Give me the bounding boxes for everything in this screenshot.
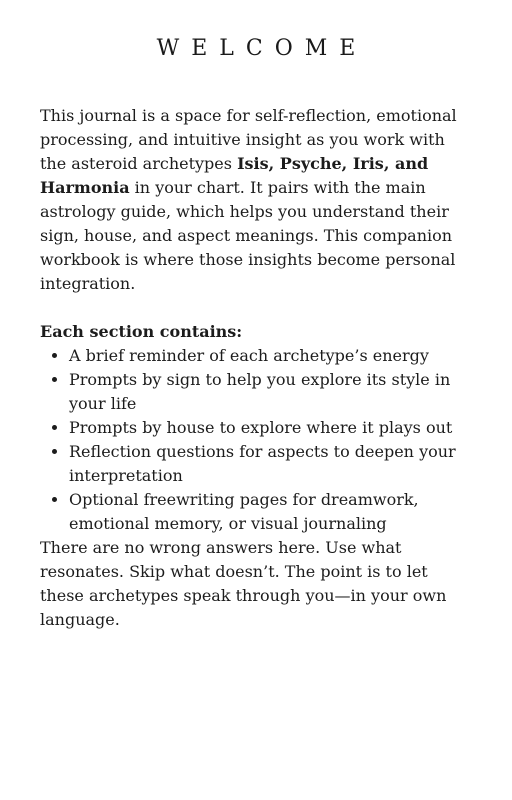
asteroid-names: Isis, Psyche, Iris, and Harmonia bbox=[40, 154, 429, 197]
intro-text-end: in your chart. It pairs with the main astrology guide, which helps you understand their sign, house, and aspect meanings. This companion workbook is where those insights become personal integration. bbox=[40, 178, 456, 293]
section-contents-list bbox=[40, 344, 476, 536]
intro-paragraph bbox=[40, 104, 476, 296]
closing-paragraph: There are no wrong answers here. Use what resonates. Skip what doesn’t. The point is to let these archetypes speak through you—in your own language. bbox=[40, 538, 447, 629]
list-item: • A brief reminder of each archetype’s energy bbox=[69, 344, 476, 368]
section-heading: Each section contains: bbox=[40, 322, 243, 341]
list-item: • Optional freewriting pages for dreamwork, emotional memory, or visual journaling bbox=[69, 488, 476, 536]
page-title: WELCOME bbox=[156, 36, 368, 61]
list-item: • Reflection questions for aspects to deepen your interpretation bbox=[69, 440, 476, 488]
list-item: • Prompts by house to explore where it plays out bbox=[69, 416, 476, 440]
intro-text-start: This journal is a space for self-reflection, emotional processing, and intuitive insight as you work with the asteroid archetypes bbox=[40, 106, 457, 173]
list-item: • Prompts by sign to help you explore its style in your life bbox=[69, 368, 476, 416]
page-content bbox=[40, 104, 476, 632]
